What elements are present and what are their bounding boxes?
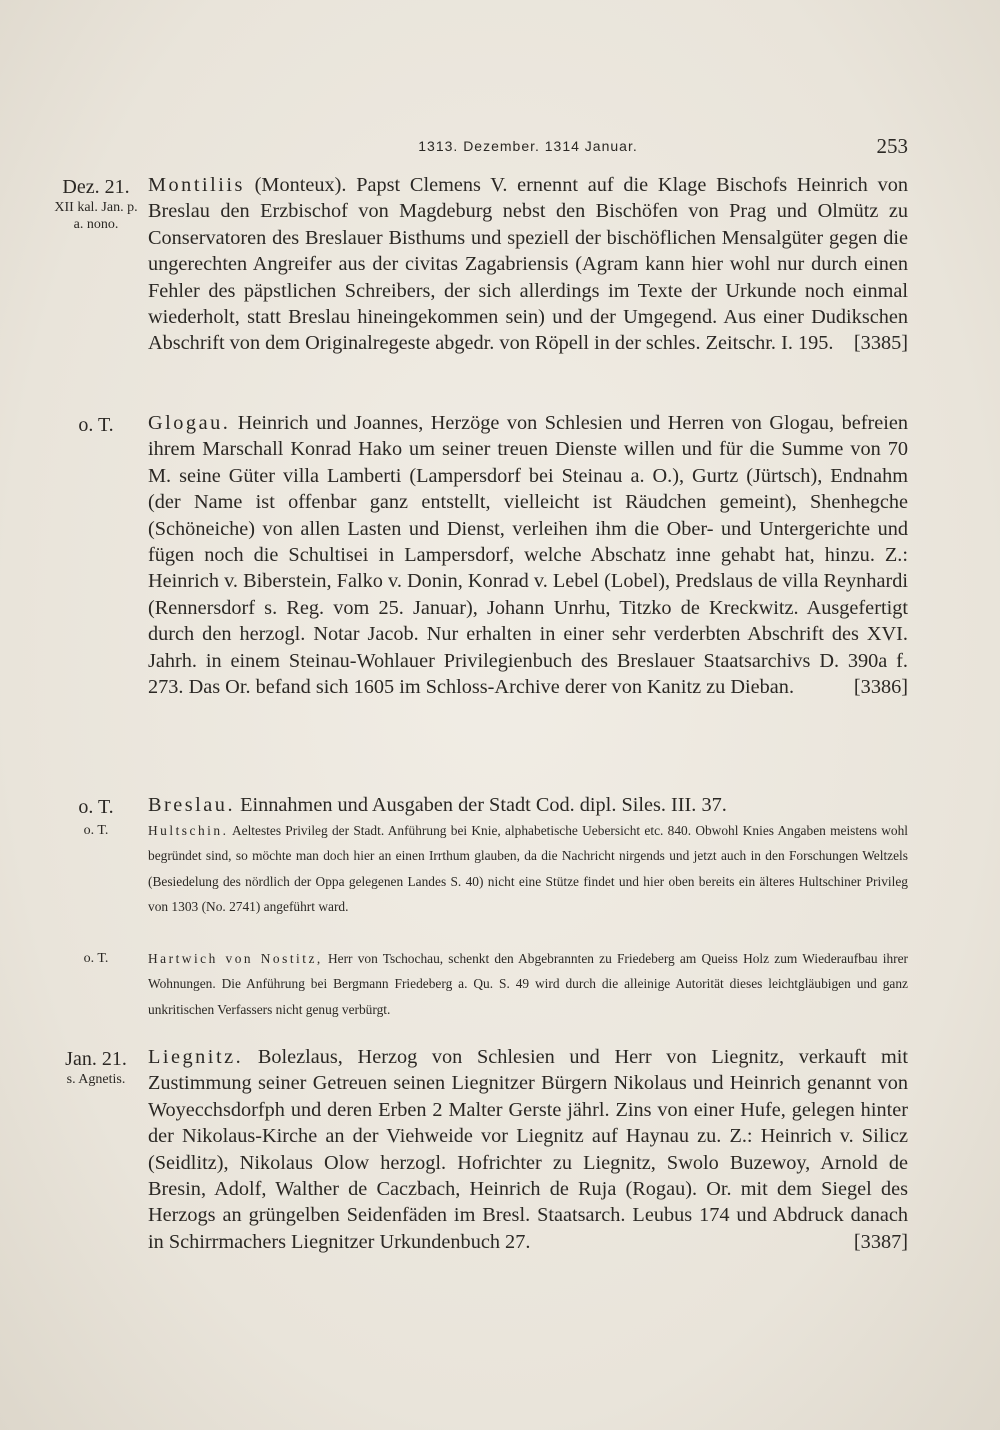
- entry-place: Hartwich von Nostitz,: [148, 951, 323, 966]
- entry-body: Aeltestes Privileg der Stadt. Anführung bei Knie, alphabetische Uebersicht etc. 840. Obwohl Knies Angaben meistens wohl begründet sind, so möchte man doch hier an einen Irrthum glauben, da die Nachricht nirgends und jetzt auch in den Forschungen Weltzels (Besiedelung des nördlich der Oppa gelegenen Landes S. 40) nicht eine Stütze findet und hier oben bereits ein älteres Hultschiner Privileg von 1303 (No. 2741) angeführt ward.: [148, 823, 908, 915]
- running-title: 1313. Dezember. 1314 Januar.: [418, 138, 638, 154]
- entry-date-margin: [48, 1047, 144, 1088]
- entry-reference: [3385]: [853, 332, 908, 355]
- entry-date: Dez. 21.: [62, 176, 130, 198]
- entry-text: [148, 1044, 908, 1255]
- entry-text: [148, 818, 908, 920]
- entry-place: Breslau.: [148, 794, 236, 816]
- entry-body: Bolezlaus, Herzog von Schlesien und Herr von Liegnitz, verkauft mit Zustimmung seiner Getreuen seinen Liegnitzer Bürgern Nikolaus und Heinrich genannt von Woyecchsdorfph und deren Erben 2 Malter Gerste jährl. Zins von einer Hufe, gelegen hinter der Nikolaus-Kirche an der Viehweide vor Liegnitz auf Haynau zu. Z.: Heinrich v. Silicz (Seidlitz), Nikolaus Olow herzogl. Hofrichter zu Liegnitz, Swolo Buzewoy, Arnold de Bresin, Adolf, Walther de Caczbach, Heinrich de Ruja (Rogau). Or. mit dem Siegel des Herzogs an grüngelben Seidenfäden im Bresl. Staatsarch. Leubus 174 und Abdruck danach in Schirrmachers Liegnitzer Urkundenbuch 27.: [148, 1046, 908, 1253]
- entry-date-margin: [48, 950, 144, 967]
- entry-date-secondary: XII kal. Jan. p. a. nono.: [54, 200, 138, 232]
- entry-date: o. T.: [83, 823, 109, 838]
- page-header: [148, 134, 908, 164]
- entry-date-margin: [48, 175, 144, 233]
- entry-body: Einnahmen und Ausgaben der Stadt Cod. dipl. Siles. III. 37.: [240, 794, 727, 816]
- entry-text: [148, 946, 908, 1022]
- entry-date: Jan. 21.: [65, 1048, 127, 1070]
- entry-date: o. T.: [83, 951, 109, 966]
- page-number: 253: [876, 134, 908, 158]
- entry-date-margin: [48, 795, 144, 819]
- entry-text: [148, 172, 908, 357]
- entry-reference: [3386]: [853, 676, 908, 699]
- entry-date: o. T.: [78, 796, 114, 818]
- entry-date-secondary: s. Agnetis.: [66, 1072, 126, 1087]
- entry-place: Glogau.: [148, 412, 231, 434]
- entry-body: Herr von Tschochau, schenkt den Abgebrannten zu Friedeberg am Queiss Holz zum Wiederaufbau ihrer Wohnungen. Die Anführung bei Bergmann Friedeberg a. Qu. S. 49 wird durch die alleinige Autorität dieses leichtgläubigen und ganz unkritischen Verfassers nicht genug verbürgt.: [148, 951, 908, 1017]
- entry-body: Heinrich und Joannes, Herzöge von Schlesien und Herren von Glogau, befreien ihrem Marschall Konrad Hako um seiner treuen Dienste willen und für die Summe von 70 M. seine Güter villa Lamberti (Lampersdorf bei Steinau a. O.), Gurtz (Jürtsch), Endnahm (der Name ist offenbar ganz entstellt, vielleicht ist Räudchen gemeint), Shenhegche (Schöneiche) von allen Lasten und Dienst, verleihen ihm die Ober- und Untergerichte und fügen noch die Schultisei in Lampersdorf, welche Abschatz inne gehabt hat, hinzu. Z.: Heinrich v. Biberstein, Falko v. Donin, Konrad v. Lebel (Lobel), Predslaus de villa Reynhardi (Rennersdorf s. Reg. vom 25. Januar), Johann Unrhu, Titzko de Kreckwitz. Ausgefertigt durch den herzogl. Notar Jacob. Nur erhalten in einer sehr verderbten Abschrift des XVI. Jahrh. in einem Steinau-Wohlauer Privilegienbuch des Breslauer Staatsarchivs D. 390a f. 273. Das Or. befand sich 1605 im Schloss-Archive derer von Kanitz zu Dieban.: [148, 412, 909, 699]
- entry-text: [148, 792, 908, 818]
- entry-place: Montiliis: [148, 174, 245, 196]
- entry-place: Hultschin.: [148, 823, 229, 838]
- entry-date: o. T.: [78, 414, 114, 436]
- entry-place: Liegnitz.: [148, 1046, 244, 1068]
- entry-reference: [3387]: [853, 1230, 908, 1253]
- entry-body: (Monteux). Papst Clemens V. ernennt auf die Klage Bischofs Heinrich von Breslau den Erzbischof von Magdeburg nebst den Bischöfen von Prag und Olmütz zu Conservatoren des Breslauer Bisthums und speziell der bischöflichen Mensalgüter gegen die ungerechten Angreifer aus der civitas Zagabriensis (Agram kann hier wohl nur durch einen Fehler des päpstlichen Schreibers, der sich allerdings im Texte der Urkunde noch einmal wiederholt, statt Breslau hineingekommen sein) und der Umgegend. Aus einer Dudikschen Abschrift von dem Originalregeste abgedr. von Röpell in der schles. Zeitschr. I. 195.: [148, 174, 908, 355]
- entry-text: [148, 410, 908, 700]
- entry-date-margin: [48, 822, 144, 839]
- entry-date-margin: [48, 413, 144, 437]
